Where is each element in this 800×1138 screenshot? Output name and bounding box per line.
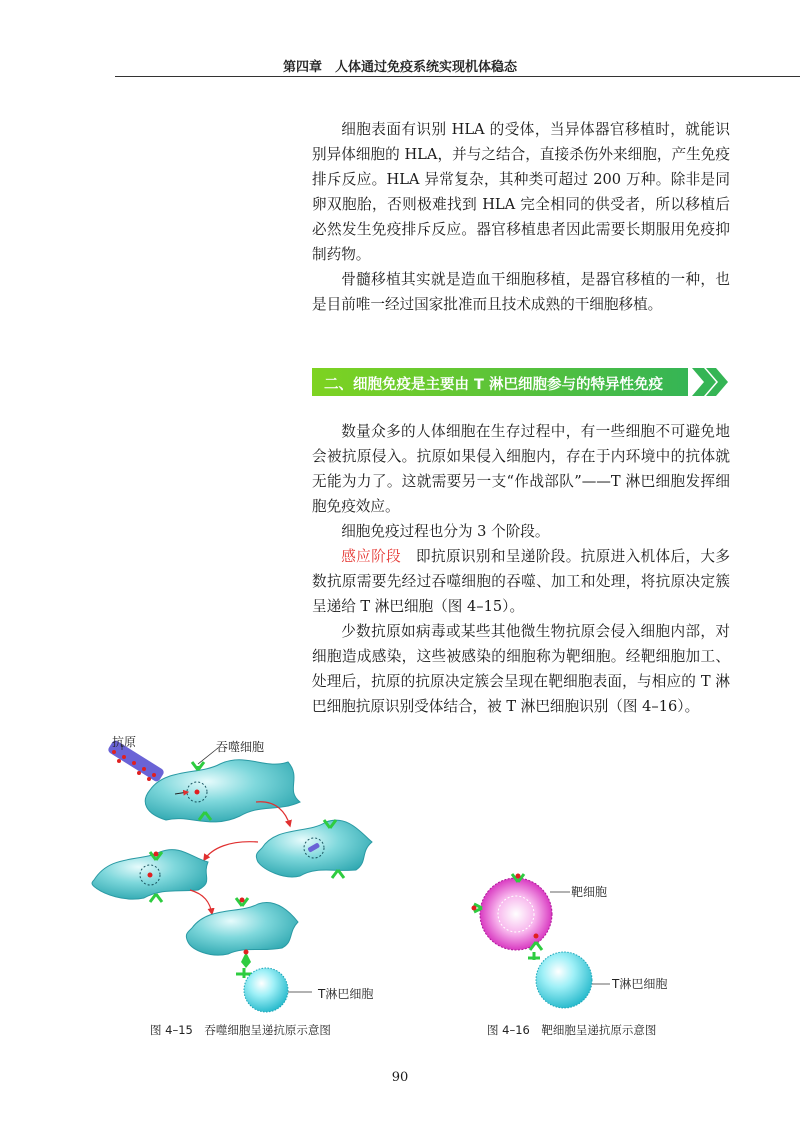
figure-4-15-illustration bbox=[80, 730, 420, 1015]
paragraph-induction bbox=[312, 544, 730, 619]
phagocyte-cell-3 bbox=[92, 850, 208, 902]
label-antigen: 抗原 bbox=[112, 735, 137, 749]
paragraph-target-cell: 少数抗原如病毒或某些其他微生物抗原会侵入细胞内部，对细胞造成感染，这些被感染的细胞称为靶细胞。经靶细胞加工、处理后，抗原的抗原决定簇会呈现在靶细胞表面，与相应的 T 淋巴细胞抗原识别受体结合，被 T 淋巴细胞识别（图 4–16）。 bbox=[312, 623, 730, 715]
top-text-block bbox=[312, 117, 730, 317]
t-lymphocyte-cell-2 bbox=[536, 952, 592, 1008]
paragraph-hla: 细胞表面有识别 HLA 的受体，当异体器官移植时，就能识别异体细胞的 HLA，并与之结合，直接杀伤外来细胞，产生免疫排斥反应。HLA 异常复杂，其种类可超过 200 万种。除非是同卵双胞胎，否则极难找到 HLA 完全相同的供受者，所以移植后必然发生免疫排斥反应。器官移植患者因此需要长期服用免疫抑制药物。 bbox=[312, 121, 730, 263]
paragraph-intro: 数量众多的人体细胞在生存过程中，有一些细胞不可避免地会被抗原侵入。抗原如果侵入细胞内，存在于内环境中的抗体就无能为力了。这就需要另一支“作战部队”——T 淋巴细胞发挥细胞免疫效应。 bbox=[312, 423, 730, 515]
section-title: 二、细胞免疫是主要由 T 淋巴细胞参与的特异性免疫 bbox=[324, 377, 663, 393]
label-t-lymphocyte-415: T淋巴细胞 bbox=[318, 987, 374, 1001]
header-rule bbox=[115, 76, 800, 77]
target-cell bbox=[472, 874, 553, 951]
paragraph-stages: 细胞免疫过程也分为 3 个阶段。 bbox=[341, 523, 550, 540]
section-banner bbox=[312, 368, 688, 396]
label-target-cell: 靶细胞 bbox=[571, 885, 608, 899]
phagocyte-cell-1 bbox=[145, 760, 300, 822]
term-induction-stage: 感应阶段 bbox=[341, 548, 402, 565]
t-lymphocyte-cell-1 bbox=[236, 968, 288, 1012]
paragraph-bone-marrow: 骨髓移植其实就是造血干细胞移植，是器官移植的一种，也是目前唯一经过国家批准而且技术成熟的干细胞移植。 bbox=[312, 271, 730, 313]
label-phagocyte: 吞噬细胞 bbox=[216, 740, 265, 754]
phagocyte-cell-4 bbox=[186, 898, 298, 969]
phagocyte-cell-2 bbox=[256, 820, 372, 878]
chapter-header: 第四章 人体通过免疫系统实现机体稳态 bbox=[282, 60, 517, 75]
label-t-lymphocyte-416: T淋巴细胞 bbox=[612, 977, 668, 991]
caption-figure-4-15: 图 4–15 吞噬细胞呈递抗原示意图 bbox=[150, 1023, 331, 1037]
chevron-double-right-icon bbox=[690, 368, 730, 396]
page-number: 90 bbox=[391, 1070, 409, 1085]
induction-text: 即抗原识别和呈递阶段。抗原进入机体后，大多数抗原需要先经过吞噬细胞的吞噬、加工和处理，将抗原决定簇呈递给 T 淋巴细胞（图 4–15）。 bbox=[312, 548, 730, 615]
body-text-block bbox=[312, 419, 730, 719]
caption-figure-4-16: 图 4–16 靶细胞呈递抗原示意图 bbox=[487, 1023, 657, 1037]
